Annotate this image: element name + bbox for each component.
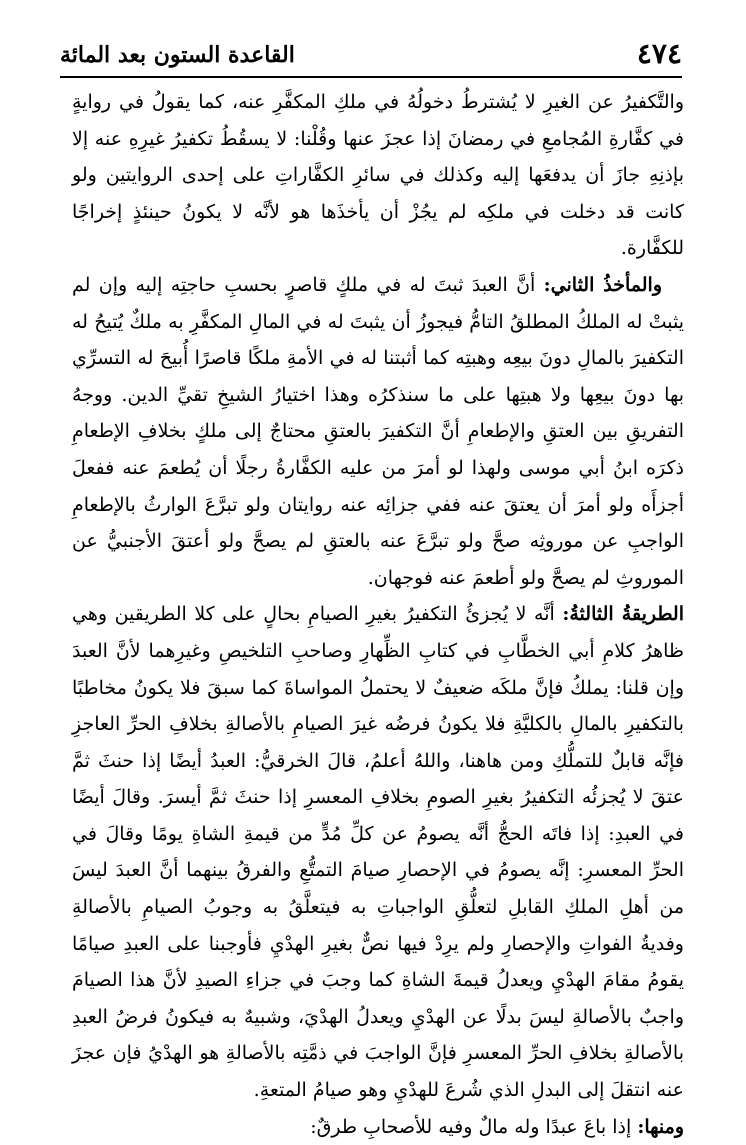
running-title: القاعدة الستون بعد المائة (60, 42, 295, 68)
paragraph-second-approach (72, 267, 684, 596)
paragraph-heading: ومنها: (637, 1115, 684, 1138)
paragraph-text: إذا باعَ عبدًا وله مالٌ وفيه للأصحابِ طرقٌ: (310, 1115, 632, 1138)
paragraph-and-among-them (72, 1109, 684, 1145)
header-divider (60, 76, 682, 78)
paragraph-heading: الطريقةُ الثالثةُ: (562, 603, 684, 626)
paragraph-third-method (72, 596, 684, 1108)
paragraph-heading: والمأخذُ الثاني: (543, 273, 662, 296)
page-body (72, 84, 684, 1145)
page-number: ٤٧٤ (636, 37, 682, 70)
page-header (60, 36, 682, 74)
paragraph-text: والتَّكفيرُ عن الغيرِ لا يُشترطُ دخولُهُ في ملكِ المكفَّرِ عنه، كما يقولُ في روايةٍ في كفَّارةِ المُجامعِ في رمضانَ إذا عجزَ عنها وقُلْنا: لا يسقُطُ تكفيرُ غيرِهِ عنه إلا بإذنِهِ جازَ أن يدفعَها إليه وكذلك في سائرِ الكفَّاراتِ على إحدى الروايتين ولو كانت قد دخلت في ملكِه لم يجُزْ أن يأخذَها هو لأنَّه لا يكونُ حينئذٍ إخراجًا للكفَّارة. (72, 91, 684, 260)
paragraph-text: أنَّه لا يُجزئُ التكفيرُ بغيرِ الصيامِ بحالٍ على كلا الطريقين وهي ظاهرُ كلامِ أبي الخطَّابِ في كتابِ الظِّهارِ وصاحبِ التلخيصِ وغيرِهما لأنَّ العبدَ وإن قلنا: يملكُ فإنَّ ملكَه ضعيفٌ لا يحتملُ المواساةَ كما سبقَ فلا يكونُ مخاطبًا بالتكفيرِ بالمالِ بالكليَّةِ فلا يكونُ فرضُه غيرَ الصيامِ بالأصالةِ بخلافِ الحرِّ العاجزِ فإنَّه قابلٌ للتملُّكِ ومن هاهنا، واللهُ أعلمُ، قالَ الخرقيُّ: العبدُ أيضًا إذا حنثَ ثمَّ عتقَ لا يُجزئُه التكفيرُ بغيرِ الصومِ بخلافِ المعسرِ إذا حنثَ ثمَّ أيسرَ. وقالَ أيضًا في العبدِ: إذا فاتَه الحجُّ أنَّه يصومُ عن كلِّ مُدٍّ من قيمةِ الشاةِ يومًا وقالَ في الحرِّ المعسرِ: إنَّه يصومُ في الإحصارِ صيامَ التمتُّعِ والفرقُ بينهما أنَّ العبدَ ليسَ من أهلِ الملكِ القابلِ لتعلُّقِ الواجباتِ به فيتعلَّقُ به وجوبُ الصيامِ بالأصالةِ وفديةُ الفواتِ والإحصارِ ولم يرِدْ فيها نصٌّ بغيرِ الهدْيِ فأوجبنا على العبدِ صيامًا يقومُ مقامَ الهدْيِ ويعدلُ قيمةَ الشاةِ كما وجبَ في جزاءِ الصيدِ لأنَّ هذا الصيامَ واجبٌ بالأصالةِ ليسَ بدلًا عن الهدْيِ ويعدلُ الهدْيَ، وشبيهٌ به فيكونُ فرضُ العبدِ بالأصالةِ بخلافِ الحرِّ المعسرِ فإنَّ الواجبَ في ذمَّتِه بالأصالةِ هو الهدْيُ فإن عجزَ عنه انتقلَ إلى البدلِ الذي شُرعَ للهدْيِ وهو صيامُ المتعةِ. (72, 603, 684, 1102)
paragraph-text: أنَّ العبدَ ثبتَ له في ملكٍ قاصرٍ بحسبِ حاجتِه إليه وإن لم يثبتْ له الملكُ المطلقُ التامُّ فيجوزُ أن يثبتَ له في المالِ المكفَّرِ به ملكٌ يُتيحُ له التكفيرَ بالمالِ دونَ بيعِه وهبتِه كما أثبتنا له في الأمةِ ملكًا قاصرًا أُبيحَ له التسرِّي بها دونَ بيعِها ولا هبتِها على ما سنذكرُه وهذا اختيارُ الشيخِ تقيِّ الدين. ووجهُ التفريقِ بين العتقِ والإطعامِ أنَّ التكفيرَ بالعتقِ محتاجٌ إلى ملكٍ بخلافِ الإطعامِ ذكرَه ابنُ أبي موسى ولهذا لو أمرَ من عليه الكفَّارةُ رجلًا أن يُطعمَ عنه ففعلَ أجزأَه ولو أمرَ أن يعتقَ عنه ففي جزائِه عنه روايتان ولو تبرَّعَ الوارثُ بالإطعامِ الواجبِ عن موروثِه صحَّ ولو تبرَّعَ عنه بالعتقِ لم يصحَّ ولو أعتقَ الأجنبيُّ عن الموروثِ لم يصحَّ ولو أطعمَ عنه فوجهان. (72, 273, 684, 589)
paragraph-continued (72, 84, 684, 267)
